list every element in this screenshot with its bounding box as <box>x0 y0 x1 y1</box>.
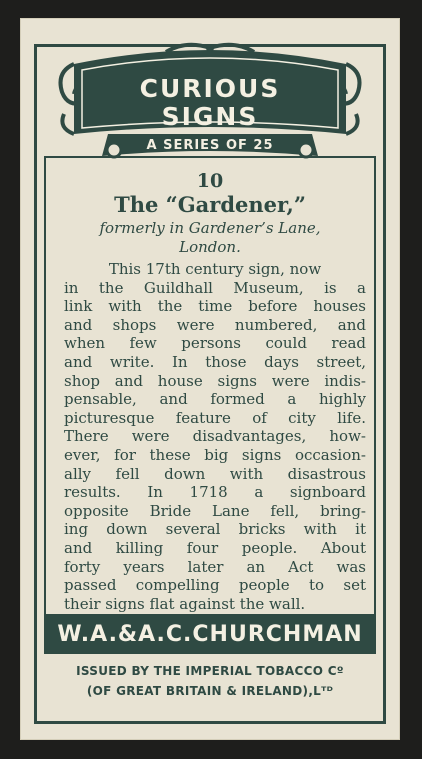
description-line: and shops were numbered, and <box>64 315 366 334</box>
issuer-line1: ISSUED BY THE IMPERIAL TOBACCO Cº <box>76 664 344 678</box>
header-banner <box>56 42 364 160</box>
card-subtitle-line1: formerly in Gardener’s Lane, <box>99 219 321 237</box>
card-number: 10 <box>196 170 224 192</box>
description-line: forty years later an Act was <box>64 557 366 576</box>
description-line: pensable, and formed a highly <box>64 390 366 409</box>
description-line: when few persons could read <box>64 334 366 353</box>
description-line: and write. In those days street, <box>64 352 366 371</box>
description-line: link with the time before houses <box>64 297 366 316</box>
description-line: and killing four people. About <box>64 538 366 557</box>
description-line: ing down several bricks with it <box>64 520 366 539</box>
description-line: opposite Bride Lane fell, bring- <box>64 501 366 520</box>
description-line: This 17th century sign, now <box>108 260 322 278</box>
series-count: A SERIES OF 25 <box>146 138 274 153</box>
card-title: The “Gardener,” <box>114 192 306 217</box>
series-title-line2: SIGNS <box>161 102 259 131</box>
description-line: There were disadvantages, how- <box>64 427 366 446</box>
description-line: ally fell down with disastrous <box>64 464 366 483</box>
manufacturer-bar <box>44 616 376 654</box>
issuer-line2: (OF GREAT BRITAIN & IRELAND),Lᵀᴰ <box>86 684 334 698</box>
cigarette-card <box>20 18 400 740</box>
description-line: results. In 1718 a signboard <box>64 483 366 502</box>
card-description <box>64 260 366 613</box>
description-line: passed compelling people to set <box>64 576 366 595</box>
card-subtitle-line2: London. <box>179 238 241 256</box>
description-line: ever, for these big signs occasion- <box>64 445 366 464</box>
description-line: picturesque feature of city life. <box>64 408 366 427</box>
description-line: their signs flat against the wall. <box>64 594 306 613</box>
series-title-line1: CURIOUS <box>139 74 281 103</box>
description-line: in the Guildhall Museum, is a <box>64 278 366 297</box>
description-line: shop and house signs were indis- <box>64 371 366 390</box>
manufacturer-name: W.A.&A.C.CHURCHMAN <box>57 622 363 647</box>
